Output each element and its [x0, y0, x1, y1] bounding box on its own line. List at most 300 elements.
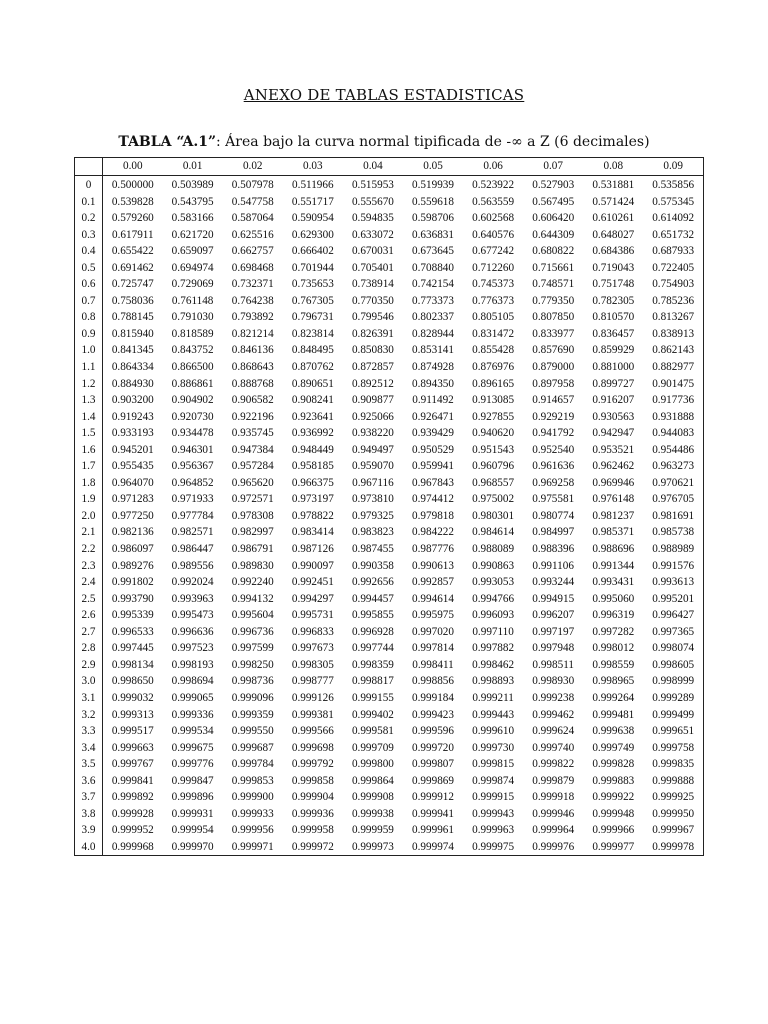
probability-cell: 0.992240: [231, 576, 274, 589]
table-row: [75, 789, 704, 806]
probability-cell: 0.999958: [291, 824, 334, 837]
probability-cell: 0.872857: [351, 361, 394, 374]
probability-cell: 0.998462: [472, 658, 515, 671]
probability-cell: 0.999896: [171, 791, 214, 804]
column-header: 0.03: [283, 158, 343, 176]
probability-cell: 0.998650: [111, 675, 154, 688]
table-row: [75, 442, 704, 459]
probability-cell: 0.999815: [472, 758, 515, 771]
probability-cell: 0.583166: [171, 212, 214, 225]
probability-cell: 0.936992: [291, 427, 334, 440]
probability-cell: 0.999931: [171, 807, 214, 820]
probability-cell: 0.997445: [111, 642, 154, 655]
probability-cell: 0.945201: [111, 443, 154, 456]
probability-cell: 0.767305: [291, 294, 334, 307]
probability-cell: 0.999481: [592, 708, 635, 721]
z-value-cell: 0.7: [75, 293, 103, 310]
probability-cell: 0.999155: [351, 691, 394, 704]
table-row: [75, 756, 704, 773]
probability-cell: 0.773373: [412, 294, 454, 307]
probability-cell: 0.594835: [351, 212, 394, 225]
probability-cell: 0.698468: [231, 261, 274, 274]
probability-cell: 0.791030: [171, 311, 214, 324]
probability-cell: 0.999933: [231, 807, 274, 820]
probability-cell: 0.788145: [111, 311, 154, 324]
probability-cell: 0.999184: [412, 691, 454, 704]
probability-cell: 0.959070: [351, 460, 394, 473]
probability-cell: 0.911492: [412, 394, 454, 407]
table-row: [75, 740, 704, 757]
probability-cell: 0.976705: [652, 493, 695, 506]
probability-cell: 0.846136: [231, 344, 274, 357]
probability-cell: 0.868643: [231, 361, 274, 374]
probability-cell: 0.903200: [111, 394, 154, 407]
probability-cell: 0.993053: [472, 576, 515, 589]
column-header: 0.05: [403, 158, 463, 176]
probability-cell: 0.879000: [532, 361, 575, 374]
probability-cell: 0.982571: [171, 526, 214, 539]
probability-cell: 0.971933: [171, 493, 214, 506]
probability-cell: 0.998511: [532, 658, 574, 671]
probability-cell: 0.779350: [532, 294, 575, 307]
probability-cell: 0.666402: [291, 245, 334, 258]
probability-cell: 0.909877: [351, 394, 394, 407]
probability-cell: 0.985371: [592, 526, 635, 539]
z-value-cell: 3.0: [75, 673, 103, 690]
probability-cell: 0.999858: [291, 774, 334, 787]
probability-cell: 0.949497: [351, 443, 394, 456]
z-value-cell: 3.5: [75, 756, 103, 773]
probability-cell: 0.999065: [171, 691, 214, 704]
table-row: [75, 392, 704, 409]
probability-cell: 0.979818: [412, 509, 454, 522]
probability-cell: 0.659097: [171, 245, 214, 258]
probability-cell: 0.996736: [231, 625, 274, 638]
probability-cell: 0.926471: [412, 410, 454, 423]
probability-cell: 0.999956: [231, 824, 274, 837]
probability-cell: 0.999596: [412, 725, 454, 738]
probability-cell: 0.996207: [532, 609, 575, 622]
probability-cell: 0.996533: [111, 625, 154, 638]
probability-cell: 0.999381: [291, 708, 334, 721]
probability-cell: 0.999964: [532, 824, 575, 837]
probability-cell: 0.764238: [231, 294, 274, 307]
probability-cell: 0.961636: [532, 460, 575, 473]
table-row: [75, 524, 704, 541]
probability-cell: 0.959941: [412, 460, 454, 473]
probability-cell: 0.997673: [291, 642, 334, 655]
probability-cell: 0.940620: [472, 427, 515, 440]
probability-cell: 0.999971: [231, 840, 274, 853]
probability-cell: 0.999954: [171, 824, 214, 837]
probability-cell: 0.939429: [412, 427, 454, 440]
probability-cell: 0.950529: [412, 443, 454, 456]
table-row: [75, 458, 704, 475]
probability-cell: 0.997365: [652, 625, 695, 638]
probability-cell: 0.719043: [592, 261, 635, 274]
probability-cell: 0.999869: [412, 774, 454, 787]
table-row: [75, 640, 704, 657]
table-row: [75, 541, 704, 558]
probability-cell: 0.999730: [472, 741, 515, 754]
probability-cell: 0.914657: [532, 394, 575, 407]
probability-cell: 0.838913: [652, 327, 695, 340]
probability-cell: 0.999972: [291, 840, 334, 853]
table-row: [75, 475, 704, 492]
probability-cell: 0.691462: [111, 261, 154, 274]
table-caption: [0, 134, 768, 150]
probability-cell: 0.999864: [351, 774, 394, 787]
probability-cell: 0.640576: [472, 228, 515, 241]
z-value-cell: 1.7: [75, 458, 103, 475]
probability-cell: 0.796731: [291, 311, 334, 324]
probability-cell: 0.701944: [291, 261, 334, 274]
z-value-cell: 1.2: [75, 376, 103, 393]
probability-cell: 0.999968: [111, 840, 154, 853]
probability-cell: 0.579260: [111, 212, 154, 225]
probability-cell: 0.673645: [412, 245, 454, 258]
probability-cell: 0.988696: [592, 543, 635, 556]
table-row: [75, 723, 704, 740]
z-value-cell: 3.3: [75, 723, 103, 740]
probability-cell: 0.519939: [412, 179, 454, 191]
probability-cell: 0.999959: [351, 824, 394, 837]
z-value-cell: 0.6: [75, 276, 103, 293]
probability-cell: 0.960796: [472, 460, 515, 473]
z-value-cell: 3.7: [75, 789, 103, 806]
probability-cell: 0.754903: [652, 278, 695, 291]
probability-cell: 0.999936: [291, 807, 334, 820]
probability-cell: 0.715661: [532, 261, 575, 274]
probability-cell: 0.998250: [231, 658, 274, 671]
probability-cell: 0.999925: [652, 791, 695, 804]
probability-cell: 0.511966: [292, 179, 334, 191]
probability-cell: 0.991106: [532, 559, 574, 572]
probability-cell: 0.929219: [532, 410, 575, 423]
probability-cell: 0.793892: [231, 311, 274, 324]
z-value-cell: 1.1: [75, 359, 103, 376]
probability-cell: 0.862143: [652, 344, 695, 357]
probability-cell: 0.831472: [472, 327, 515, 340]
probability-cell: 0.999238: [532, 691, 575, 704]
probability-cell: 0.957284: [231, 460, 274, 473]
probability-cell: 0.999462: [532, 708, 575, 721]
probability-cell: 0.981237: [592, 509, 635, 522]
probability-cell: 0.999359: [231, 708, 274, 721]
column-header: 0.04: [343, 158, 403, 176]
probability-cell: 0.980301: [472, 509, 515, 522]
probability-cell: 0.986097: [111, 543, 154, 556]
probability-cell: 0.948449: [291, 443, 334, 456]
probability-cell: 0.969258: [532, 476, 575, 489]
table-header: [75, 158, 704, 176]
probability-cell: 0.571424: [592, 195, 635, 208]
probability-cell: 0.748571: [532, 278, 575, 291]
table-body: [75, 176, 704, 856]
probability-cell: 0.997744: [351, 642, 394, 655]
probability-cell: 0.994132: [231, 592, 274, 605]
probability-cell: 0.998736: [231, 675, 274, 688]
probability-cell: 0.998411: [412, 658, 454, 671]
probability-cell: 0.977784: [171, 509, 214, 522]
probability-cell: 0.999888: [652, 774, 695, 787]
probability-cell: 0.662757: [231, 245, 274, 258]
probability-cell: 0.841345: [111, 344, 154, 357]
probability-cell: 0.850830: [351, 344, 394, 357]
probability-cell: 0.997523: [171, 642, 214, 655]
probability-cell: 0.563559: [472, 195, 515, 208]
probability-cell: 0.866500: [171, 361, 214, 374]
probability-cell: 0.995604: [231, 609, 274, 622]
probability-cell: 0.991802: [111, 576, 154, 589]
probability-cell: 0.919243: [111, 410, 154, 423]
probability-cell: 0.930563: [592, 410, 635, 423]
probability-cell: 0.999517: [111, 725, 154, 738]
probability-cell: 0.828944: [412, 327, 454, 340]
probability-cell: 0.925066: [351, 410, 394, 423]
probability-cell: 0.999749: [592, 741, 635, 754]
probability-cell: 0.974412: [412, 493, 454, 506]
probability-cell: 0.999211: [472, 691, 514, 704]
probability-cell: 0.999550: [231, 725, 274, 738]
probability-cell: 0.870762: [291, 361, 334, 374]
table-row: [75, 227, 704, 244]
probability-cell: 0.997814: [412, 642, 454, 655]
probability-cell: 0.992024: [171, 576, 214, 589]
probability-cell: 0.527903: [532, 179, 575, 191]
probability-cell: 0.999767: [111, 758, 154, 771]
probability-cell: 0.999758: [652, 741, 695, 754]
probability-cell: 0.908241: [291, 394, 334, 407]
probability-cell: 0.888768: [231, 377, 274, 390]
probability-cell: 0.999841: [111, 774, 154, 787]
probability-cell: 0.999977: [592, 840, 635, 853]
table-row: [75, 176, 704, 194]
probability-cell: 0.999879: [532, 774, 575, 787]
probability-cell: 0.997020: [412, 625, 454, 638]
probability-cell: 0.999499: [652, 708, 695, 721]
probability-cell: 0.999874: [472, 774, 515, 787]
probability-cell: 0.999313: [111, 708, 154, 721]
probability-cell: 0.999709: [351, 741, 394, 754]
z-value-cell: 1.9: [75, 491, 103, 508]
probability-cell: 0.735653: [291, 278, 334, 291]
table-row: [75, 707, 704, 724]
probability-cell: 0.998012: [592, 642, 635, 655]
probability-cell: 0.886861: [171, 377, 214, 390]
probability-cell: 0.986791: [231, 543, 274, 556]
probability-cell: 0.990613: [412, 559, 454, 572]
probability-cell: 0.751748: [592, 278, 635, 291]
header-corner: [75, 158, 103, 176]
probability-cell: 0.997197: [532, 625, 575, 638]
z-value-cell: 1.0: [75, 342, 103, 359]
probability-cell: 0.999800: [351, 758, 394, 771]
z-value-cell: 0.3: [75, 227, 103, 244]
probability-cell: 0.931888: [652, 410, 695, 423]
probability-cell: 0.815940: [111, 327, 154, 340]
z-value-cell: 0.8: [75, 309, 103, 326]
probability-cell: 0.962462: [592, 460, 635, 473]
z-value-cell: 0.5: [75, 260, 103, 277]
probability-cell: 0.833977: [532, 327, 575, 340]
probability-cell: 0.978308: [231, 509, 274, 522]
probability-cell: 0.989556: [171, 559, 214, 572]
probability-cell: 0.954486: [652, 443, 695, 456]
column-header: 0.02: [223, 158, 283, 176]
probability-cell: 0.999698: [291, 741, 334, 754]
probability-cell: 0.559618: [412, 195, 454, 208]
z-value-cell: 2.2: [75, 541, 103, 558]
probability-cell: 0.680822: [532, 245, 575, 258]
probability-cell: 0.995855: [351, 609, 394, 622]
probability-cell: 0.606420: [532, 212, 575, 225]
probability-cell: 0.999423: [412, 708, 454, 721]
probability-cell: 0.651732: [652, 228, 695, 241]
probability-cell: 0.807850: [532, 311, 575, 324]
probability-cell: 0.951543: [472, 443, 515, 456]
probability-cell: 0.999912: [412, 791, 454, 804]
probability-cell: 0.999883: [592, 774, 635, 787]
probability-cell: 0.535856: [652, 179, 695, 191]
z-value-cell: 1.6: [75, 442, 103, 459]
probability-cell: 0.975581: [532, 493, 575, 506]
z-value-cell: 3.2: [75, 707, 103, 724]
probability-cell: 0.973197: [291, 493, 334, 506]
probability-cell: 0.874928: [412, 361, 454, 374]
probability-cell: 0.881000: [592, 361, 635, 374]
probability-cell: 0.993244: [532, 576, 575, 589]
probability-cell: 0.999675: [171, 741, 214, 754]
probability-cell: 0.993431: [592, 576, 635, 589]
table-row: [75, 376, 704, 393]
z-value-cell: 2.6: [75, 607, 103, 624]
probability-cell: 0.999975: [472, 840, 515, 853]
probability-cell: 0.892512: [351, 377, 394, 390]
probability-cell: 0.999720: [412, 741, 454, 754]
probability-cell: 0.995473: [171, 609, 214, 622]
z-value-cell: 3.8: [75, 806, 103, 823]
probability-cell: 0.995731: [291, 609, 334, 622]
table-row: [75, 839, 704, 856]
probability-cell: 0.995201: [652, 592, 695, 605]
probability-cell: 0.999970: [171, 840, 214, 853]
probability-cell: 0.998817: [351, 675, 394, 688]
probability-cell: 0.995975: [412, 609, 454, 622]
probability-cell: 0.994766: [472, 592, 515, 605]
probability-cell: 0.999687: [231, 741, 274, 754]
probability-cell: 0.821214: [231, 327, 274, 340]
probability-cell: 0.967116: [352, 476, 394, 489]
probability-cell: 0.998694: [171, 675, 214, 688]
probability-cell: 0.987455: [351, 543, 394, 556]
probability-cell: 0.998605: [652, 658, 695, 671]
probability-cell: 0.644309: [532, 228, 575, 241]
table-row: [75, 309, 704, 326]
probability-cell: 0.988989: [652, 543, 695, 556]
probability-cell: 0.944083: [652, 427, 695, 440]
probability-cell: 0.687933: [652, 245, 695, 258]
probability-cell: 0.999978: [652, 840, 695, 853]
probability-cell: 0.894350: [412, 377, 454, 390]
probability-cell: 0.999610: [472, 725, 515, 738]
probability-cell: 0.705401: [351, 261, 394, 274]
probability-cell: 0.999792: [291, 758, 334, 771]
probability-cell: 0.999943: [472, 807, 515, 820]
probability-cell: 0.805105: [472, 311, 515, 324]
probability-cell: 0.999918: [532, 791, 575, 804]
probability-cell: 0.998930: [532, 675, 575, 688]
probability-cell: 0.999740: [532, 741, 575, 754]
probability-cell: 0.745373: [472, 278, 515, 291]
probability-cell: 0.973810: [351, 493, 394, 506]
probability-cell: 0.916207: [592, 394, 635, 407]
probability-cell: 0.981691: [652, 509, 695, 522]
table-row: [75, 822, 704, 839]
probability-cell: 0.655422: [111, 245, 154, 258]
probability-cell: 0.587064: [231, 212, 274, 225]
probability-cell: 0.999853: [231, 774, 274, 787]
probability-cell: 0.999663: [111, 741, 154, 754]
probability-cell: 0.982136: [111, 526, 154, 539]
probability-cell: 0.999443: [472, 708, 515, 721]
table-row: [75, 558, 704, 575]
probability-cell: 0.670031: [351, 245, 394, 258]
probability-cell: 0.770350: [351, 294, 394, 307]
probability-cell: 0.904902: [171, 394, 214, 407]
table-row: [75, 260, 704, 277]
probability-cell: 0.882977: [652, 361, 695, 374]
probability-cell: 0.984614: [472, 526, 515, 539]
probability-cell: 0.507978: [231, 179, 274, 191]
probability-cell: 0.938220: [351, 427, 394, 440]
probability-cell: 0.992451: [291, 576, 334, 589]
z-value-cell: 2.3: [75, 558, 103, 575]
probability-cell: 0.997882: [472, 642, 515, 655]
probability-cell: 0.933193: [111, 427, 154, 440]
z-value-cell: 2.8: [75, 640, 103, 657]
probability-cell: 0.999784: [231, 758, 274, 771]
table-row: [75, 342, 704, 359]
probability-cell: 0.648027: [592, 228, 635, 241]
probability-cell: 0.999264: [592, 691, 635, 704]
probability-cell: 0.994297: [291, 592, 334, 605]
probability-cell: 0.985738: [652, 526, 695, 539]
probability-cell: 0.625516: [231, 228, 274, 241]
probability-cell: 0.989276: [111, 559, 154, 572]
probability-cell: 0.999651: [652, 725, 695, 738]
probability-cell: 0.896165: [472, 377, 515, 390]
probability-cell: 0.955435: [111, 460, 154, 473]
probability-cell: 0.799546: [351, 311, 394, 324]
probability-cell: 0.515953: [351, 179, 394, 191]
probability-cell: 0.983414: [291, 526, 334, 539]
probability-cell: 0.999963: [472, 824, 515, 837]
probability-cell: 0.836457: [592, 327, 635, 340]
probability-cell: 0.996636: [171, 625, 214, 638]
probability-cell: 0.901475: [652, 377, 695, 390]
probability-cell: 0.963273: [652, 460, 695, 473]
probability-cell: 0.758036: [111, 294, 154, 307]
probability-cell: 0.633072: [351, 228, 394, 241]
probability-cell: 0.991344: [592, 559, 635, 572]
probability-cell: 0.999289: [652, 691, 695, 704]
probability-cell: 0.920730: [171, 410, 214, 423]
probability-cell: 0.996928: [351, 625, 394, 638]
probability-cell: 0.987126: [291, 543, 334, 556]
header-row: [75, 158, 704, 176]
z-value-cell: 0.9: [75, 326, 103, 343]
